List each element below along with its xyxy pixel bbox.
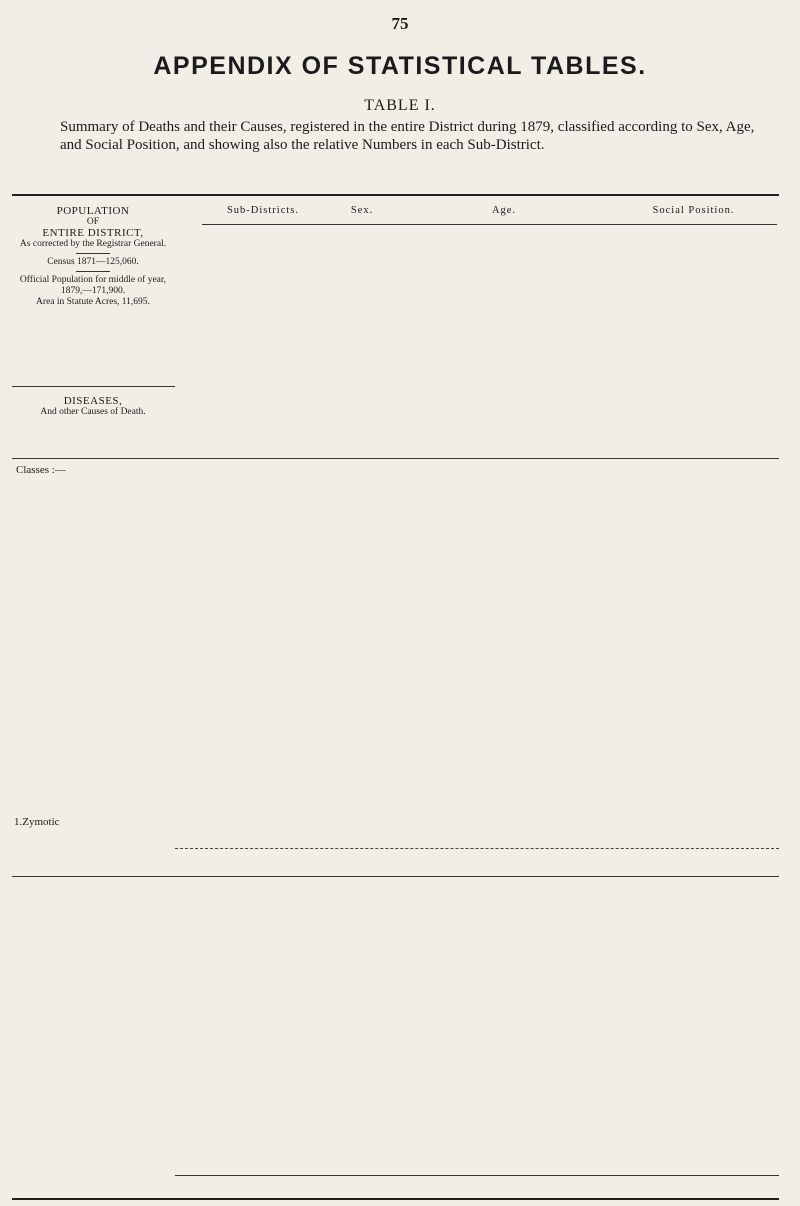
main-title: APPENDIX OF STATISTICAL TABLES. [153,52,647,80]
zymotic-label: 1.Zymotic [14,816,60,828]
population-heading: POPULATION OF ENTIRE DISTRICT, As corrected by the Registrar General. Census 1871—125,060. Official Population for middle of year, 1879,—171,900. Area in Statute Acres, 11,695. [19,205,167,307]
group-age: Age. [491,205,517,216]
diseases-heading: DISEASES, And other Causes of Death. [40,395,146,417]
group-sub-districts: Sub-Districts. [226,205,300,216]
table-title: TABLE I. [364,97,436,114]
group-sex: Sex. [350,205,374,216]
statistics-table [12,194,779,1200]
classes-label: Classes :— [16,464,66,476]
page-number: 75 [391,14,409,33]
group-social-position: Social Position. [652,205,735,216]
summary-text: Summary of Deaths and their Causes, registered in the entire District during 1879, classified according to Sex, Age, and Social Position, and showing also the relative Numbers in each Sub-District. [60,119,755,153]
